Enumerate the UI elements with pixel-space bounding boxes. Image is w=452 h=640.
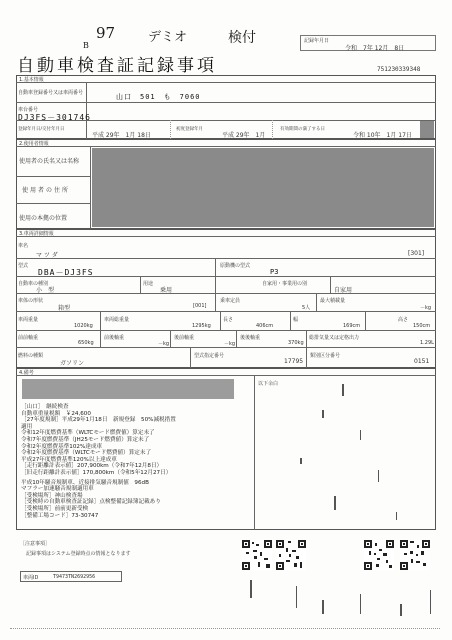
- rule: [272, 120, 273, 139]
- rule: [16, 330, 436, 331]
- rule: [365, 311, 366, 330]
- fuel-value: ガソリン: [60, 360, 85, 367]
- expiry-label: 有効期間の満了する日: [280, 127, 325, 132]
- qr-code-4: [400, 540, 430, 570]
- note-line: ［走行距離計表示値］207,900km（令和7年12月8日）: [21, 463, 163, 470]
- vehicle-id-label: 車両ID: [23, 575, 39, 581]
- rule: [100, 330, 101, 347]
- front-rear-axle-label: 前後軸重: [104, 335, 125, 341]
- scan-artifact: [378, 470, 379, 482]
- scan-artifact: [360, 430, 361, 440]
- first-year-value: 平成 29年 1月: [222, 132, 266, 139]
- scan-artifact: [360, 594, 361, 614]
- user-address-label: 使用者の住所: [22, 187, 71, 194]
- note-line: 令和7年度燃費基準（JH25モード燃費値）算定未了: [21, 436, 150, 443]
- rear-rear-axle-label: 後後軸重: [240, 335, 261, 341]
- purpose-value: 自家用: [334, 287, 353, 294]
- width-value: 169cm: [343, 323, 361, 329]
- record-date-value: 令和 7年 12月 8日: [345, 45, 405, 52]
- rule: [90, 146, 91, 229]
- redaction: [92, 148, 434, 227]
- designation-label: 型式指定番号: [194, 353, 225, 359]
- fuel-label: 燃料の種類: [18, 353, 44, 359]
- kind-label: 自動車の種別: [18, 281, 49, 287]
- shape-label: 車体の形状: [18, 298, 44, 304]
- gross-weight-value: 1295kg: [192, 323, 211, 329]
- front-rear-axle-value: －kg: [158, 341, 170, 347]
- rule: [220, 311, 221, 330]
- first-reg-value: 平成 29年 1月 18日: [92, 132, 151, 139]
- length-label: 長さ: [223, 317, 234, 323]
- weight-label: 車両重量: [18, 317, 39, 323]
- section4-title: 4.備考: [19, 370, 34, 376]
- type-value: DBA－DJ3FS: [38, 268, 94, 277]
- rule: [170, 330, 171, 347]
- note-line: 平成27年度燃費基準120%以上達成車: [21, 456, 117, 463]
- rule: [16, 293, 436, 294]
- rule: [316, 293, 317, 311]
- rule: [306, 347, 307, 368]
- maker-code: [301]: [408, 250, 425, 257]
- rule: [16, 203, 90, 204]
- rear-front-axle-label: 後前軸重: [174, 335, 195, 341]
- base-location-label: 使用の本拠の位置: [19, 215, 68, 222]
- scan-artifact: [250, 580, 252, 598]
- section3-title: 3.車両詳細情報: [19, 231, 54, 237]
- front-front-axle-label: 前前軸重: [18, 335, 39, 341]
- kind-value: 小 型: [36, 287, 55, 294]
- user-name-label: 使用者の氏名又は名称: [19, 158, 80, 165]
- rule: [16, 176, 90, 177]
- displacement-value: 1.29L: [420, 340, 434, 346]
- rule: [140, 276, 141, 293]
- rule: [330, 276, 331, 293]
- capacity-label: 乗車定員: [220, 298, 241, 304]
- rule: [86, 82, 87, 139]
- gross-weight-label: 車両総重量: [104, 317, 130, 323]
- rule: [215, 293, 216, 311]
- note-line: ［受検場所］神山検査場: [21, 492, 83, 499]
- document-number: 751230339348: [377, 66, 421, 73]
- note-line: 令和2年度燃費基準（WLTCモード燃費値）算定未了: [21, 450, 152, 457]
- scan-artifact: [430, 590, 431, 614]
- note-line: 自動車重量税額 ￥24,600: [21, 410, 91, 417]
- notes-right-text: 以下余白: [258, 381, 279, 387]
- engine-value: P3: [270, 268, 279, 276]
- front-front-axle-value: 650kg: [78, 340, 94, 346]
- scan-artifact: [296, 586, 297, 608]
- rule: [16, 258, 436, 259]
- rule: [16, 102, 436, 103]
- category-value: 0151: [414, 358, 430, 365]
- scan-artifact: [334, 496, 336, 510]
- capacity-value: 5人: [302, 305, 311, 311]
- first-year-label: 初度登録年月: [176, 127, 203, 132]
- note-line: ［旧走行距離計表示値］170,800km（令和5年12月27日）: [21, 469, 172, 476]
- note-line: 令和12年度燃費基準（WLTCモード燃費値）算定未了: [21, 430, 155, 437]
- vehicle-id-box: [20, 571, 122, 582]
- vehicle-id-value: T9473TN2692956: [53, 574, 96, 580]
- scan-artifact: [300, 458, 302, 464]
- height-value: 150cm: [413, 323, 431, 329]
- type-label: 型式: [18, 263, 29, 269]
- chassis-value: DJ3FS－301746: [18, 113, 91, 122]
- scan-artifact: [322, 600, 324, 614]
- shape-code: [001]: [193, 303, 207, 309]
- max-load-label: 最大積載量: [320, 298, 346, 304]
- attention-title: ［注意事項］: [20, 541, 51, 547]
- rule: [170, 120, 171, 139]
- attention-text: 記録事項はシステム登録時点の情報となります: [26, 551, 131, 557]
- rule: [16, 82, 436, 83]
- note-line: マフラー加速騒音規制適用車: [21, 486, 94, 493]
- shape-value: 箱型: [58, 305, 71, 312]
- rule: [100, 311, 101, 330]
- record-date-box: [300, 35, 436, 51]
- note-line: 令和2年度燃費基準102%達成車: [21, 443, 103, 450]
- chassis-label: 車台番号: [18, 107, 39, 113]
- rule: [16, 347, 436, 348]
- note-line: ［山口］ 継続検査: [21, 404, 69, 410]
- rule: [236, 330, 237, 347]
- rule: [254, 375, 255, 530]
- weight-value: 1020kg: [74, 323, 93, 329]
- rule: [16, 236, 436, 237]
- reg-number-value: 山口 501 も 7060: [116, 93, 201, 101]
- note-line: ［受検時の自動車検査証記録］点検整備記録簿記載あり: [21, 499, 161, 506]
- section1-title: 1.基本情報: [19, 77, 44, 83]
- note-line: 適用: [21, 423, 33, 430]
- qr-code-3: [364, 540, 394, 570]
- rule: [306, 330, 307, 347]
- rule: [16, 375, 436, 376]
- handwritten-b: B: [83, 41, 89, 50]
- category-label: 類別区分番号: [310, 353, 341, 359]
- rule: [190, 347, 191, 368]
- rear-rear-axle-value: 370kg: [288, 340, 304, 346]
- designation-value: 17795: [284, 358, 304, 365]
- note-line: ［27年度規制］平成29年1月18日 新規登録 50%減税措置: [21, 417, 176, 424]
- handwritten-model: デミオ: [148, 30, 188, 45]
- qr-code-2: [276, 540, 306, 570]
- record-date-label: 記録年月日: [304, 38, 330, 44]
- rule: [16, 311, 436, 312]
- redaction: [420, 121, 434, 138]
- scan-artifact: [322, 410, 324, 418]
- purpose-label: 自家用・事業用の別: [262, 281, 308, 287]
- document-title: 自動車検査証記録事項: [17, 56, 217, 76]
- qr-code-1: [242, 540, 272, 570]
- use-value: 乗用: [160, 287, 173, 294]
- section2-title: 2.使用者情報: [19, 141, 49, 147]
- rear-front-axle-value: －kg: [224, 341, 236, 347]
- redaction: [22, 379, 234, 399]
- rule: [16, 146, 436, 147]
- max-load-value: －kg: [420, 305, 432, 311]
- use-label: 用途: [143, 281, 154, 287]
- displacement-label: 総排気量又は定格出力: [309, 335, 360, 341]
- scan-artifact: [342, 384, 344, 396]
- handwritten-mark: 検付: [228, 30, 256, 46]
- rule: [290, 311, 291, 330]
- maker-value: マツダ: [36, 252, 60, 259]
- engine-label: 原動機の型式: [220, 263, 251, 269]
- maker-label: 車名: [18, 243, 29, 249]
- rule: [215, 258, 216, 293]
- note-line: ［整備工場コード］73-30747: [21, 512, 99, 519]
- scan-artifact: [396, 512, 397, 520]
- handwritten-number: 97: [96, 24, 116, 42]
- note-line: 平成10年騒音規制車、近接排気騒音規制値 96dB: [21, 479, 149, 486]
- length-value: 406cm: [256, 323, 274, 329]
- scan-artifact: [400, 604, 402, 616]
- width-label: 幅: [293, 317, 299, 323]
- bottom-border: [10, 628, 440, 629]
- reg-number-label: 自動車登録番号又は車両番号: [18, 90, 84, 96]
- height-label: 高さ: [398, 317, 409, 323]
- notes-body: [21, 404, 176, 519]
- note-line: ［受検場所］前前更新受検: [21, 505, 89, 512]
- expiry-value: 令和 10年 1月 17日: [353, 132, 412, 139]
- first-reg-label: 登録年月日/交付年月日: [18, 127, 65, 132]
